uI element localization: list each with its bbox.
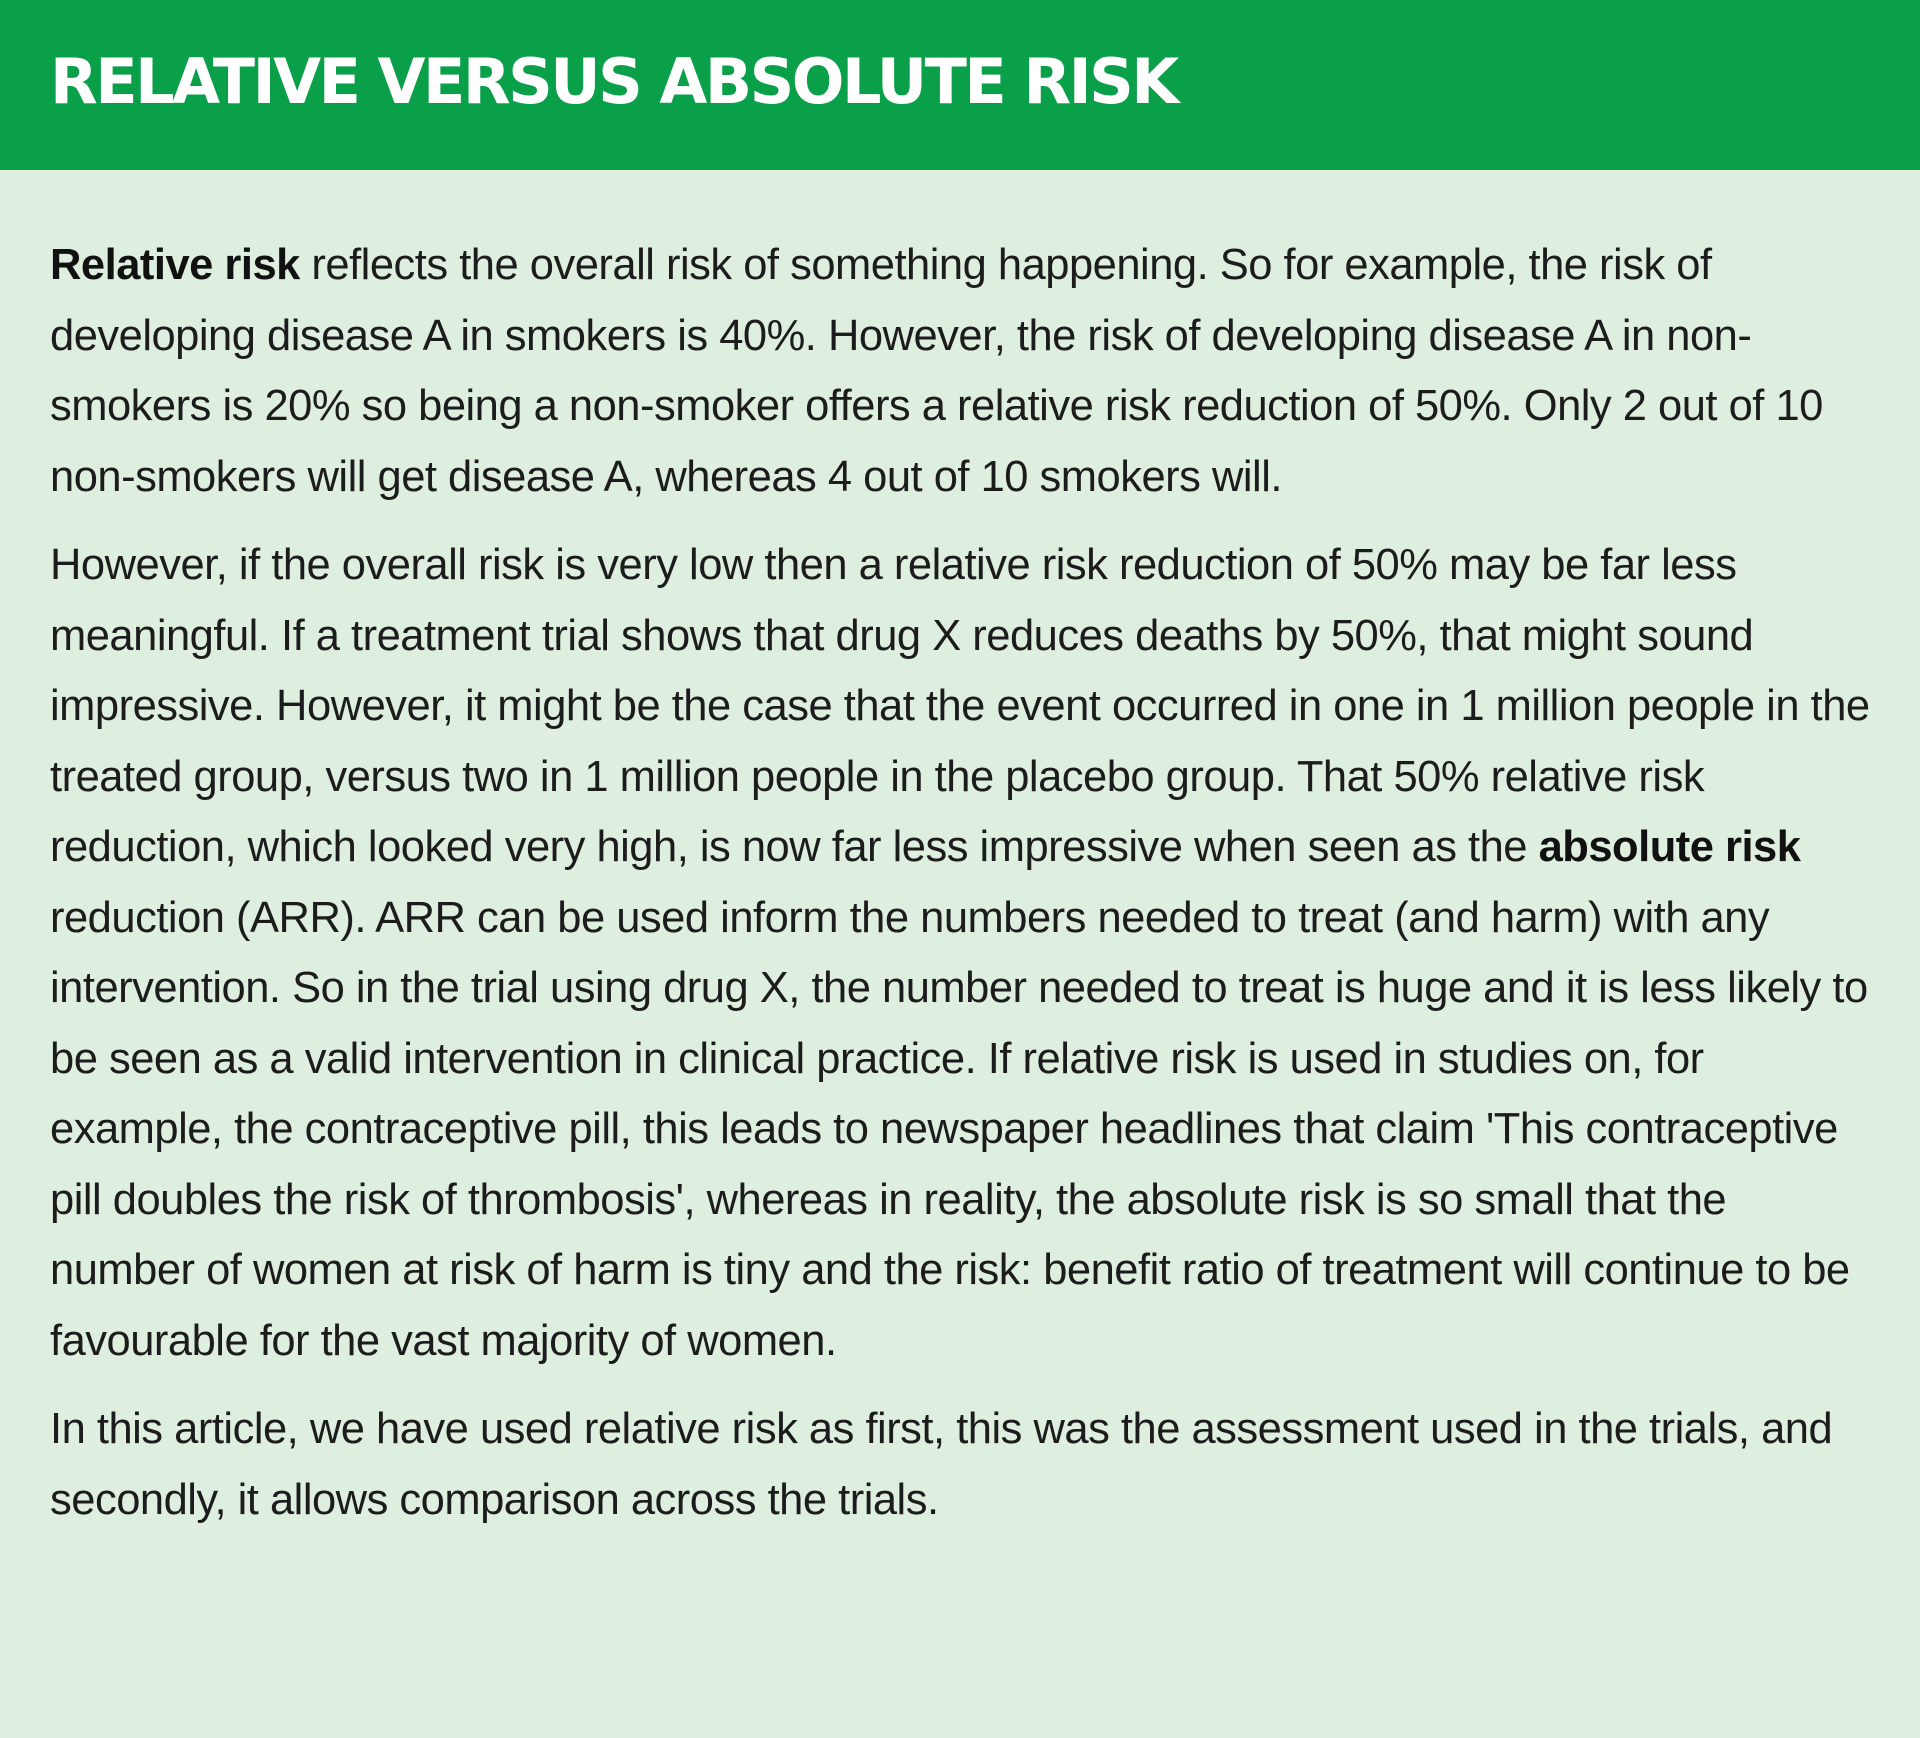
paragraph-1-text: reflects the overall risk of something happening. So for example, the risk of developing disease A in smokers is 40%. However, the risk of developing disease A in non-smokers is 20% so being a non-smoker offers a relative risk reduction of 50%. Only 2 out of 10 non-smokers will get disease A, whereas 4 out of 10 smokers will. xyxy=(50,241,1823,501)
box-body xyxy=(0,170,1920,1535)
term-absolute-risk: absolute risk xyxy=(1538,823,1801,871)
box-title: RELATIVE VERSUS ABSOLUTE RISK xyxy=(50,45,1177,118)
paragraph-2-text-before: However, if the overall risk is very low then a relative risk reduction of 50% may be far less meaningful. If a treatment trial shows that drug X reduces deaths by 50%, that might sound impressive. However, it might be the case that the event occurred in one in 1 million people in the treated group, versus two in 1 million people in the placebo group. That 50% relative risk reduction, which looked very high, is now far less impressive when seen as the xyxy=(50,541,1870,871)
paragraph-relative-risk xyxy=(50,230,1880,512)
paragraph-article-note: In this article, we have used relative risk as first, this was the assessment used in the trials, and secondly, it allows comparison across the trials. xyxy=(50,1405,1833,1524)
paragraph-2-text-after: reduction (ARR). ARR can be used inform the numbers needed to treat (and harm) with any intervention. So in the trial using drug X, the number needed to treat is huge and it is less likely to be seen as a valid intervention in clinical practice. If relative risk is used in studies on, for example, the contraceptive pill, this leads to newspaper headlines that claim 'This contraceptive pill doubles the risk of thrombosis', whereas in reality, the absolute risk is so small that the number of women at risk of harm is tiny and the risk: benefit ratio of treatment will continue to be favourable for the vast majority of women. xyxy=(50,893,1868,1365)
paragraph-absolute-risk xyxy=(50,530,1880,1376)
term-relative-risk: Relative risk xyxy=(50,241,300,289)
box-header xyxy=(0,0,1920,170)
